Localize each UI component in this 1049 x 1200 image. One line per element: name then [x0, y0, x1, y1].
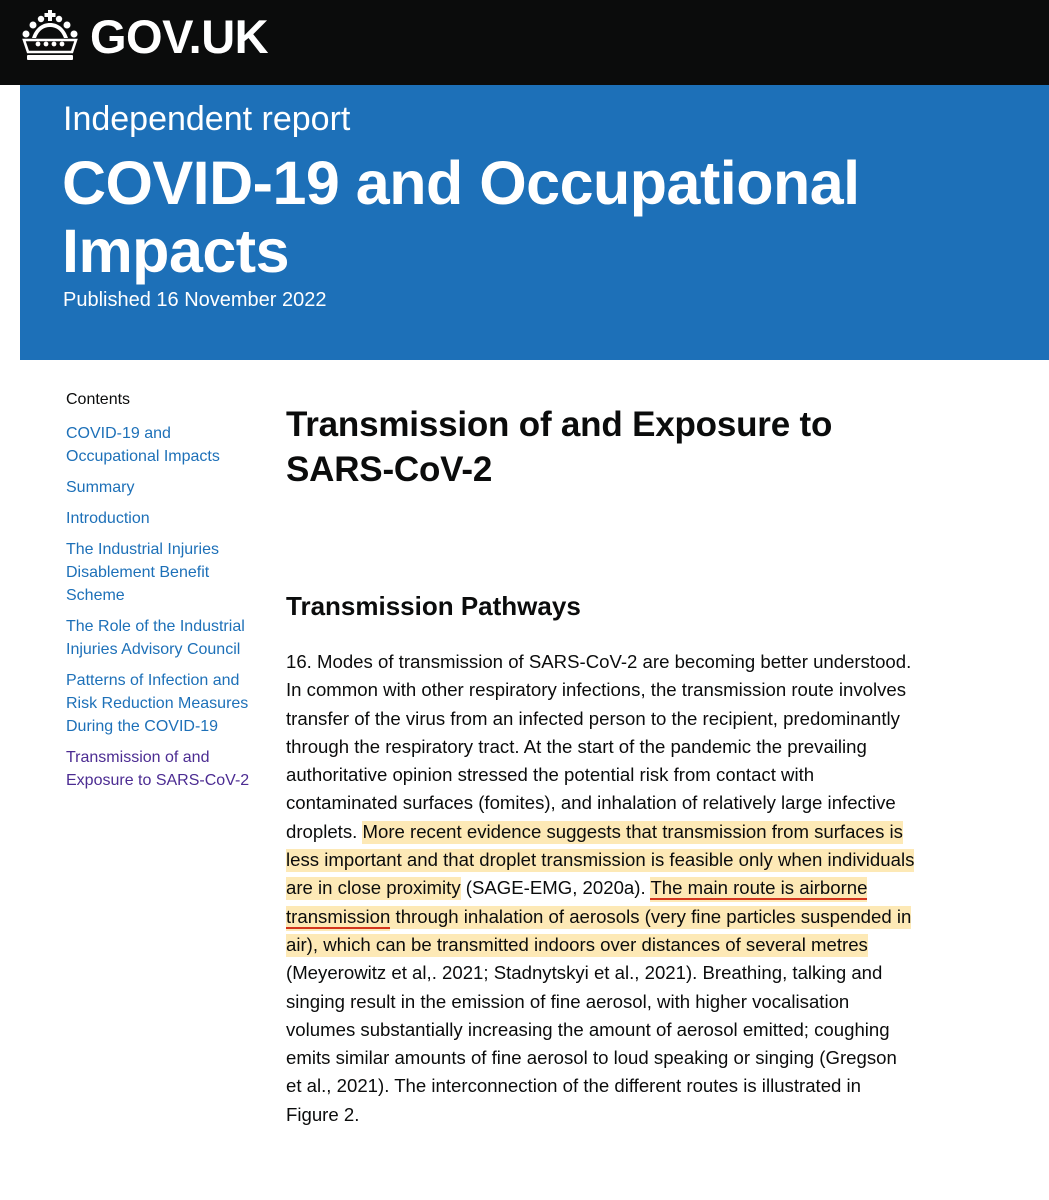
document-type: Independent report — [63, 100, 351, 138]
contents-link-introduction[interactable]: Introduction — [66, 510, 150, 527]
contents-item — [66, 615, 256, 661]
contents-link-iidb-scheme[interactable]: The Industrial Injuries Disablement Benefit Scheme — [66, 541, 219, 604]
contents-link-patterns-of-infection[interactable]: Patterns of Infection and Risk Reduction Measures During the COVID-19 — [66, 672, 249, 735]
contents-item — [66, 538, 256, 607]
document-title: COVID-19 and Occupational Impacts — [62, 149, 860, 285]
paragraph-text: 16. Modes of transmission of SARS-CoV-2 are becoming better understood. In common with other respiratory infections, the transmission route involves transfer of the virus from an infected person to the recipient, predominantly through the respiratory tract. At the start of the pandemic the prevailing authoritative opinion stressed the potential risk from contact with contaminated surfaces (fomites), and inhalation of relatively large infective droplets. — [286, 651, 912, 842]
paragraph-16 — [286, 648, 916, 1129]
highlighted-text: through inhalation of aerosols (very fine particles suspended in air), which can be transmitted indoors over distances of several metres — [286, 905, 912, 955]
contents-item — [66, 669, 256, 738]
contents-item — [66, 476, 256, 499]
contents-list — [66, 422, 256, 792]
govuk-header — [0, 0, 1049, 85]
highlighted-text: More recent evidence suggests that transmission from surfaces is less important and that droplet transmission is feasible only when individuals are in close proximity — [286, 820, 915, 899]
main-content — [286, 402, 926, 1129]
contents-item — [66, 746, 256, 792]
underlined-highlighted-text: The main route is airborne transmission — [286, 877, 868, 927]
contents-item — [66, 507, 256, 530]
paragraph-text: (Meyerowitz et al,. 2021; Stadnytskyi et al., 2021). Breathing, talking and singing result in the emission of fine aerosol, with higher vocalisation volumes substantially increasing the amount of aerosol emitted; coughing emits similar amounts of fine aerosol to loud speaking or singing (Gregson et al., 2021). The interconnection of the different routes is illustrated in Figure 2. — [286, 962, 897, 1125]
section-heading: Transmission of and Exposure to SARS-CoV-2 — [286, 405, 833, 489]
contents-link-covid-19-occupational-impacts[interactable]: COVID-19 and Occupational Impacts — [66, 425, 220, 465]
contents-heading: Contents — [66, 391, 131, 408]
subsection-heading: Transmission Pathways — [286, 591, 581, 621]
contents-link-transmission-exposure[interactable]: Transmission of and Exposure to SARS-CoV-2 — [66, 749, 250, 789]
masthead — [20, 85, 1049, 360]
govuk-logo-text: GOV.UK — [90, 9, 269, 63]
contents-link-role-of-iiac[interactable]: The Role of the Industrial Injuries Advisory Council — [66, 618, 245, 658]
crown-icon — [18, 8, 82, 64]
published-date: Published 16 November 2022 — [63, 289, 327, 311]
contents-nav — [66, 390, 256, 800]
contents-item — [66, 422, 256, 468]
govuk-logo-link[interactable] — [18, 8, 268, 64]
paragraph-text: (SAGE-EMG, 2020a). — [460, 877, 651, 899]
contents-link-summary[interactable]: Summary — [66, 479, 135, 496]
